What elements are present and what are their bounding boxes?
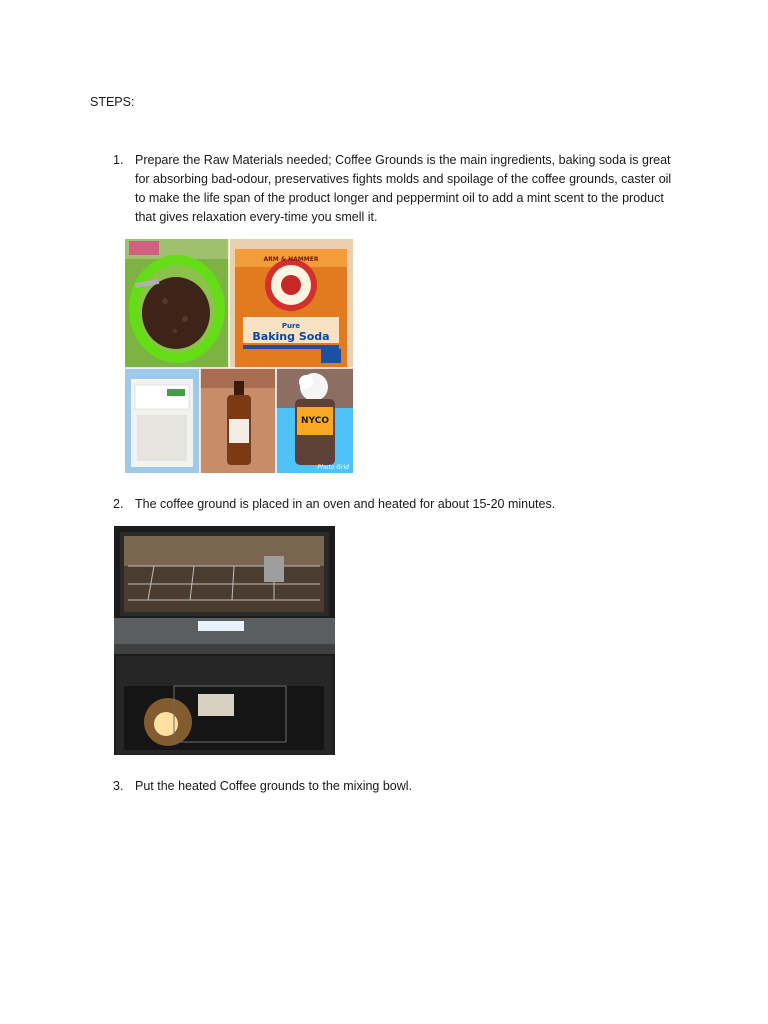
step-2-number: 2. (113, 497, 124, 511)
baking-soda-box-brand: ARM & HAMMER (263, 256, 319, 263)
step-1-number: 1. (113, 153, 124, 167)
step-1-text: Prepare the Raw Materials needed; Coffee Grounds is the main ingredients, baking soda is great for absorbing bad-odour, preservatives fights molds and spoilage of the coffee grounds, caster oil to make the life span of the product longer and peppermint oil to add a mint scent to the product that gives relaxation every-time you smell it. (135, 153, 672, 224)
baking-soda-box-label: Pure (281, 322, 301, 330)
oven-heating-photo (114, 526, 335, 755)
preservative-packet-photo (125, 368, 200, 473)
coffee-grounds-bowl-photo (125, 239, 229, 368)
step-3-number: 3. (113, 779, 124, 793)
peppermint-oil-bottle-label: NYCO (301, 416, 329, 426)
raw-materials-photo-collage (125, 239, 353, 473)
steps-heading: STEPS: (90, 95, 135, 109)
baking-soda-box-title: Baking Soda (252, 330, 330, 343)
step-2-text: The coffee ground is placed in an oven and heated for about 15-20 minutes. (135, 497, 556, 511)
collage-watermark: Photo Grid (317, 464, 349, 471)
castor-oil-bottle-photo (200, 368, 276, 473)
step-3-text: Put the heated Coffee grounds to the mixing bowl. (135, 779, 413, 793)
